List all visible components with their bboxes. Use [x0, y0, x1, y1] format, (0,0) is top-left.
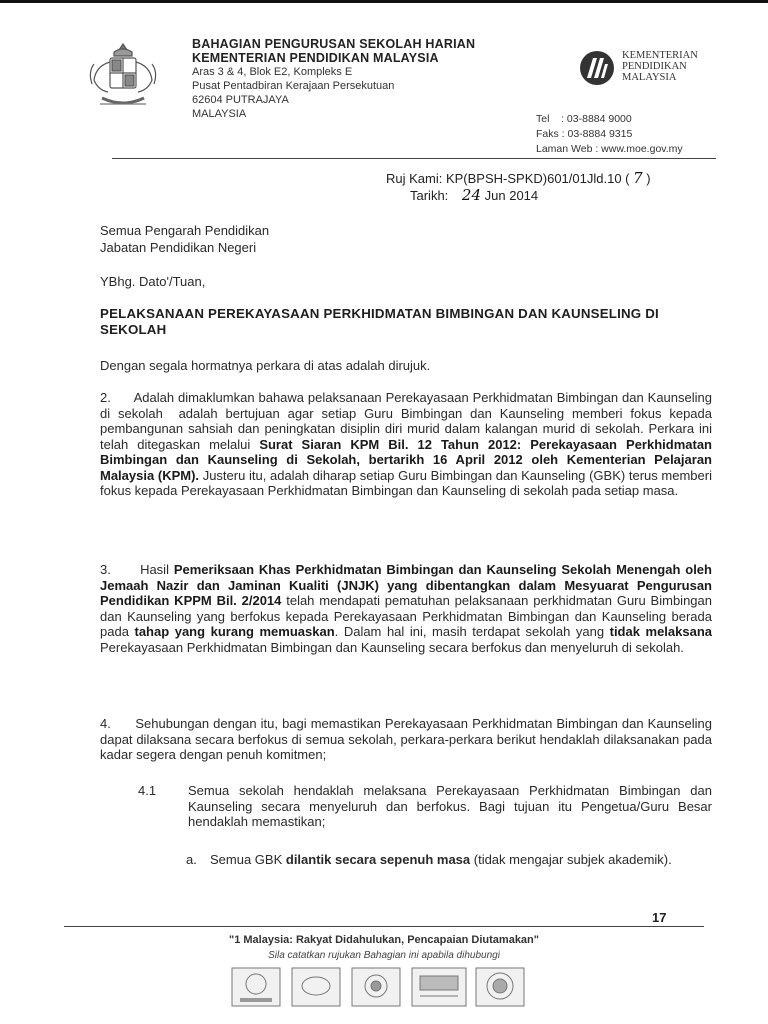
opening-paragraph: Dengan segala hormatnya perkara di atas adalah dirujuk.	[100, 358, 431, 373]
fax: Faks : 03-8884 9315	[536, 128, 633, 140]
handwritten-ref-number: 7	[633, 169, 643, 187]
item-a	[186, 852, 712, 868]
address-line: Aras 3 & 4, Blok E2, Kompleks E	[192, 66, 353, 78]
recipient-block	[100, 222, 269, 256]
seal-badge-icon	[476, 968, 524, 1006]
address-line: 62604 PUTRAJAYA	[192, 94, 289, 106]
agency-ministry: KEMENTERIAN PENDIDIKAN MALAYSIA	[192, 51, 439, 65]
para3-text: . Dalam hal ini, masih terdapat sekolah yang	[334, 624, 610, 639]
item-a-text: (tidak mengajar subjek akademik).	[470, 852, 672, 867]
para3-text: Perekayasaan Perkhidmatan Bimbingan dan Kaunseling secara berfokus dan menyeluruh di sekolah.	[100, 624, 716, 655]
certification-badges	[228, 966, 528, 1010]
para3-bold: Pemeriksaan Khas Perkhidmatan Bimbingan dan Kaunseling Sekolah Menengah oleh Jemaah Nazir dan Jaminan Kualiti (JNJK) yang dibentangkan dalam Mesyuarat Pengurusan Pendidikan KPPM Bil. 2/2014	[100, 562, 716, 608]
para3-bold: tidak melaksana	[609, 624, 712, 639]
mampu-badge-icon	[352, 968, 400, 1006]
contact-block	[536, 112, 683, 157]
quality-badge-icon	[412, 968, 466, 1006]
website: Laman Web : www.moe.gov.my	[536, 143, 683, 155]
footer-slogan: "1 Malaysia: Rakyat Didahulukan, Pencapaian Diutamakan"	[229, 934, 539, 946]
agency-division: BAHAGIAN PENGURUSAN SEKOLAH HARIAN	[192, 37, 476, 51]
moe-logo-line: MALAYSIA	[622, 72, 677, 83]
telephone: Tel : 03-8884 9000	[536, 113, 632, 125]
paragraph-3	[100, 562, 716, 655]
sirim-badge-icon	[292, 968, 340, 1006]
para2-text: Justeru itu, adalah diharap setiap Guru Bimbingan dan Kaunseling (GBK) terus memberi fokus kepada Perekayasaan Perkhidmatan Bimbingan dan Kaunseling di sekolah pada setiap masa.	[100, 467, 716, 498]
reference-close: )	[646, 171, 651, 186]
reference-block	[386, 170, 651, 204]
footer-divider	[64, 926, 704, 927]
item-text: Semua sekolah hendaklah melaksana Perekayasaan Perkhidmatan Bimbingan dan Kaunseling secara menyeluruh dan berfokus. Bagi tujuan itu Pengetua/Guru Besar hendaklah memastikan;	[188, 783, 712, 829]
item-a-text: Semua GBK	[210, 852, 286, 867]
para3-bold: tahap yang kurang memuaskan	[134, 624, 335, 639]
para3-text: 3. Hasil	[100, 562, 174, 577]
address-line: Pusat Pentadbiran Kerajaan Persekutuan	[192, 80, 395, 92]
reference-number: Ruj Kami: KP(BPSH-SPKD)601/01Jld.10 (	[386, 171, 630, 186]
address-line: MALAYSIA	[192, 108, 247, 120]
item-text	[210, 852, 712, 868]
moe-logo-wordmark	[622, 50, 698, 83]
paragraph-4: 4. Sehubungan dengan itu, bagi memastikan Perekayasaan Perkhidmatan Bimbingan dan Kaunseling dapat dilaksana secara berfokus di semua sekolah, perkara-perkara berikut hendaklah dilaksanakan pada kadar segera dengan penuh komitmen;	[100, 716, 716, 762]
date-month-year: Jun 2014	[484, 188, 539, 203]
letter-subject: PELAKSANAAN PEREKAYASAAN PERKHIDMATAN BIMBINGAN DAN KAUNSELING DI SEKOLAH	[100, 306, 659, 337]
para2-bold: Surat Siaran KPM Bil. 12 Tahun 2012: Perekayasaan Perkhidmatan Bimbingan dan Kaunseling di Sekolah, bertarikh 16 April 2012 oleh Kementerian Pelajaran Malaysia (KPM).	[100, 436, 716, 483]
item-4-1	[138, 783, 712, 830]
recipient-line: Semua Pengarah Pendidikan	[100, 223, 270, 238]
para3-text: telah mendapati pematuhan pelaksanaan perkhidmatan Guru Bimbingan dan Kaunseling yang berfokus kepada Perekayasaan Perkhidmatan Bimbingan dan Kaunseling berada pada	[100, 593, 716, 639]
item-a-bold: dilantik secara sepenuh masa	[285, 852, 471, 867]
page-number: 17	[652, 910, 667, 925]
paragraph-2	[100, 390, 716, 499]
moe-logo-line: PENDIDIKAN	[622, 61, 687, 72]
item-number: 4.1	[138, 783, 157, 798]
iso-badge-icon	[232, 968, 280, 1006]
agency-block	[192, 37, 552, 121]
scan-top-edge	[0, 0, 768, 3]
para2-text: 2. Adalah dimaklumkan bahawa pelaksanaan Perekayasaan Perkhidmatan Bimbingan dan Kaunseling di sekolah adalah bertujuan agar setiap Guru Bimbingan dan Kaunseling memberi fokus kepada pembangunan sahsiah dan peningkatan disiplin diri murid dalam kalangan murid di sekolah. Perkara ini telah ditegaskan melalui	[100, 390, 716, 452]
date-label: Tarikh:	[410, 188, 449, 203]
recipient-line: Jabatan Pendidikan Negeri	[100, 240, 257, 255]
coat-of-arms-icon	[80, 40, 166, 114]
header-divider	[112, 158, 716, 159]
salutation: YBhg. Dato'/Tuan,	[100, 274, 206, 289]
moe-logo-line: KEMENTERIAN	[622, 50, 698, 61]
footer-note: Sila catatkan rujukan Bahagian ini apabila dihubungi	[268, 950, 500, 961]
handwritten-date-day: 24	[461, 186, 482, 204]
item-letter: a.	[186, 852, 197, 867]
